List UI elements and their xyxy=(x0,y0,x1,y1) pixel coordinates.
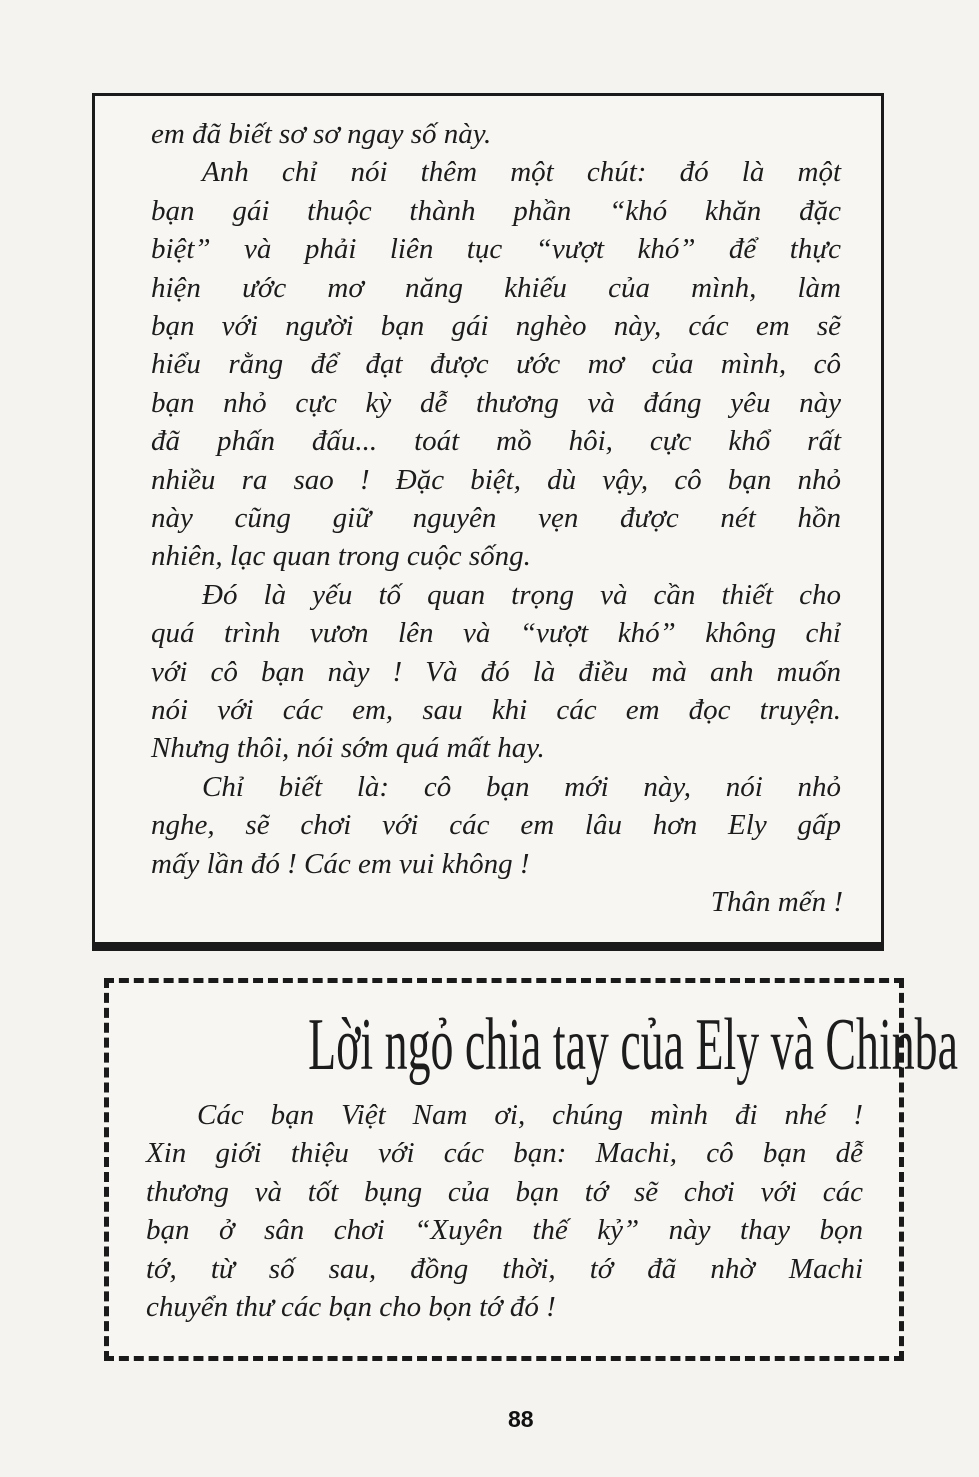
letter-line: này cũng giữ nguyên vẹn được nét hồn xyxy=(151,502,841,534)
letter-line: với cô bạn này ! Và đó là điều mà anh muốn xyxy=(151,655,841,688)
farewell-line: chuyển thư các bạn cho bọn tớ đó ! xyxy=(146,1291,556,1323)
farewell-title xyxy=(109,1004,958,1086)
farewell-line: tớ, từ số sau, đồng thời, tớ đã nhờ Machi xyxy=(146,1252,863,1285)
letter-line: bạn với người bạn gái nghèo này, các em sẽ xyxy=(151,310,841,342)
page-number: 88 xyxy=(508,1406,534,1432)
letter-line: Đó là yếu tố quan trọng và cần thiết cho xyxy=(202,578,841,611)
letter-line: bạn gái thuộc thành phần “khó khăn đặc xyxy=(151,194,841,227)
letter-line: em đã biết sơ sơ ngay số này. xyxy=(151,118,492,150)
letter-line: nghe, sẽ chơi với các em lâu hơn Ely gấp xyxy=(151,809,841,842)
letter-line: bạn nhỏ cực kỳ dễ thương và đáng yêu này xyxy=(151,386,841,419)
letter-line: đã phấn đấu... toát mồ hôi, cực khổ rất xyxy=(151,425,841,458)
letter-line: biệt” và phải liên tục “vượt khó” để thực xyxy=(151,233,841,266)
letter-line: Chỉ biết là: cô bạn mới này, nói nhỏ xyxy=(202,770,841,803)
farewell-line: bạn ở sân chơi “Xuyên thế kỷ” này thay bọn xyxy=(146,1214,863,1247)
farewell-line: thương và tốt bụng của bạn tớ sẽ chơi với các xyxy=(146,1175,863,1208)
letter-line: nói với các em, sau khi các em đọc truyện. xyxy=(151,694,841,726)
signoff: Thân mến ! xyxy=(710,886,843,918)
letter-line: mấy lần đó ! Các em vui không ! xyxy=(151,847,530,880)
letter-line: nhiều ra sao ! Đặc biệt, dù vậy, cô bạn nhỏ xyxy=(151,463,841,496)
letter-box xyxy=(92,93,884,951)
letter-line: hiện ước mơ năng khiếu của mình, làm xyxy=(151,271,841,304)
letter-line: hiểu rằng để đạt được ước mơ của mình, cô xyxy=(151,348,841,381)
letter-line: quá trình vươn lên và “vượt khó” không chỉ xyxy=(151,617,841,650)
farewell-line: Các bạn Việt Nam ơi, chúng mình đi nhé ! xyxy=(197,1099,863,1131)
farewell-box xyxy=(104,978,958,1361)
letter-line: Anh chỉ nói thêm một chút: đó là một xyxy=(202,156,841,189)
letter-line: Nhưng thôi, nói sớm quá mất hay. xyxy=(151,732,545,765)
farewell-line: Xin giới thiệu với các bạn: Machi, cô bạn dễ xyxy=(146,1137,863,1170)
farewell-title-text: Lời ngỏ chia tay của Ely và Chinba xyxy=(308,1004,958,1086)
letter-line: nhiên, lạc quan trong cuộc sống. xyxy=(151,540,531,573)
